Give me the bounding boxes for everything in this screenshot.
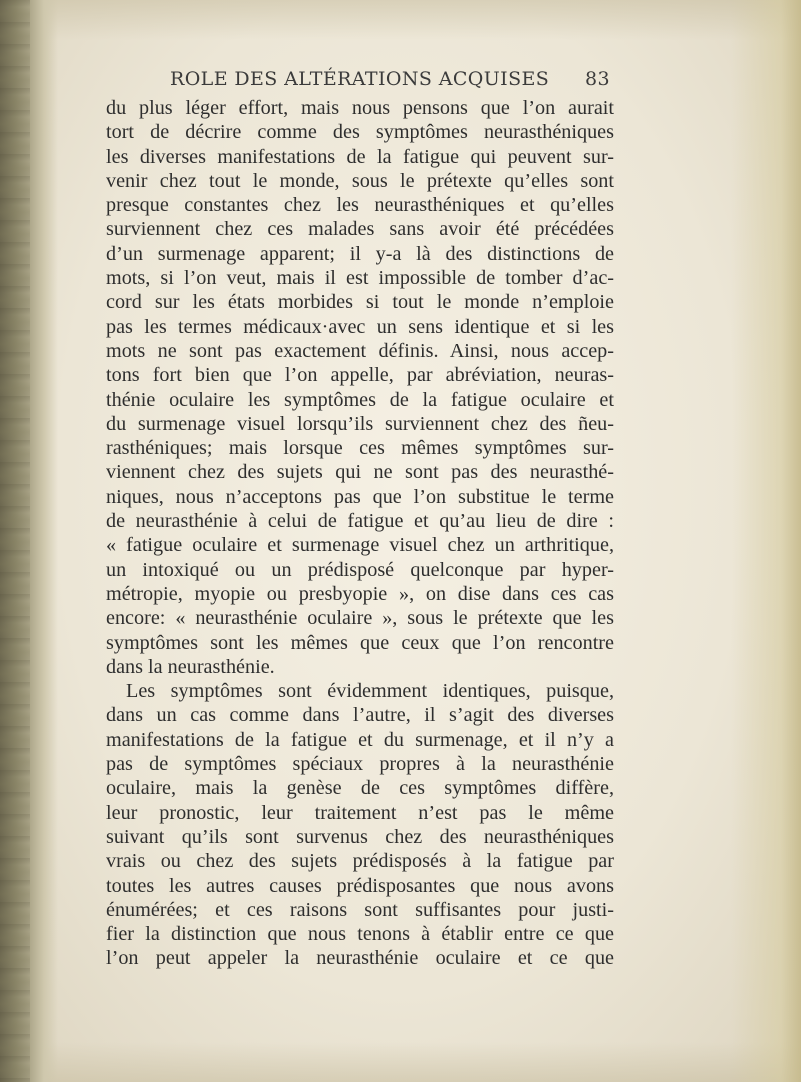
text-line: tons fort bien que l’on appelle, par abréviation, neuras-	[106, 364, 614, 387]
text-line: rasthéniques; mais lorsque ces mêmes symptômes sur-	[106, 437, 614, 460]
text-line: du plus léger effort, mais nous pensons que l’on aurait	[106, 97, 614, 119]
text-line: manifestations de la fatigue et du surmenage, et il n’y a	[106, 728, 614, 751]
text-line: niques, nous n’acceptons pas que l’on substitue le terme	[106, 485, 614, 508]
text-line: vrais ou chez des sujets prédisposés à la fatigue par	[106, 850, 614, 873]
page-top-shadow	[0, 0, 801, 40]
page-bottom-shadow	[0, 1042, 801, 1082]
body-text	[106, 96, 614, 971]
text-line: pas les termes médicaux·avec un sens identique et si les	[106, 315, 614, 338]
text-line: toutes les autres causes prédisposantes que nous avons	[106, 874, 614, 897]
text-line: les diverses manifestations de la fatigue qui peuvent sur-	[106, 145, 614, 168]
text-line: tort de décrire comme des symptômes neurasthéniques	[106, 121, 614, 144]
text-line: symptômes sont les mêmes que ceux que l’on rencontre	[106, 631, 614, 654]
text-line: viennent chez des sujets qui ne sont pas des neurasthé-	[106, 461, 614, 484]
text-line: un intoxiqué ou un prédisposé quelconque par hyper-	[106, 558, 614, 581]
text-line: encore: « neurasthénie oculaire », sous le prétexte que les	[106, 607, 614, 630]
text-line: mots, si l’on veut, mais il est impossible de tomber d’ac-	[106, 267, 614, 290]
text-line: pas de symptômes spéciaux propres à la neurasthénie	[106, 753, 614, 776]
page-right-edge-stain	[731, 0, 801, 1082]
text-line: d’un surmenage apparent; il y-a là des distinctions de	[106, 242, 614, 265]
text-line: venir chez tout le monde, sous le prétexte qu’elles sont	[106, 169, 614, 192]
text-line: l’on peut appeler la neurasthénie oculaire et ce que	[106, 947, 614, 970]
paragraph-start-line: Les symptômes sont évidemment identiques, puisque,	[126, 680, 614, 703]
text-line: de neurasthénie à celui de fatigue et qu’au lieu de dire :	[106, 510, 614, 533]
page-number: 83	[585, 68, 610, 90]
running-title: ROLE DES ALTÉRATIONS ACQUISES	[170, 68, 550, 90]
text-line: mots ne sont pas exactement définis. Ainsi, nous accep-	[106, 339, 614, 362]
text-line: leur pronostic, leur traitement n’est pas le même	[106, 801, 614, 824]
text-line: énumérées; et ces raisons sont suffisantes pour justi-	[106, 898, 614, 921]
text-line: surviennent chez ces malades sans avoir été précédées	[106, 218, 614, 241]
text-line: suivant qu’ils sont survenus chez des neurasthéniques	[106, 825, 614, 848]
text-line: thénie oculaire les symptômes de la fatigue oculaire et	[106, 388, 614, 411]
text-line: oculaire, mais la genèse de ces symptômes diffère,	[106, 777, 614, 800]
text-line: fier la distinction que nous tenons à établir entre ce que	[106, 923, 614, 946]
text-line: presque constantes chez les neurasthéniques et qu’elles	[106, 194, 614, 217]
text-line: cord sur les états morbides si tout le monde n’emploie	[106, 291, 614, 314]
text-line: dans un cas comme dans l’autre, il s’agit des diverses	[106, 704, 614, 727]
paragraph-end-line: dans la neurasthénie.	[106, 655, 275, 678]
text-line: « fatigue oculaire et surmenage visuel chez un arthritique,	[106, 534, 614, 557]
text-line: du surmenage visuel lorsqu’ils surviennent chez des ñeu-	[106, 412, 614, 435]
text-line: métropie, myopie ou presbyopie », on dise dans ces cas	[106, 582, 614, 605]
book-binding-edge	[0, 0, 58, 1082]
